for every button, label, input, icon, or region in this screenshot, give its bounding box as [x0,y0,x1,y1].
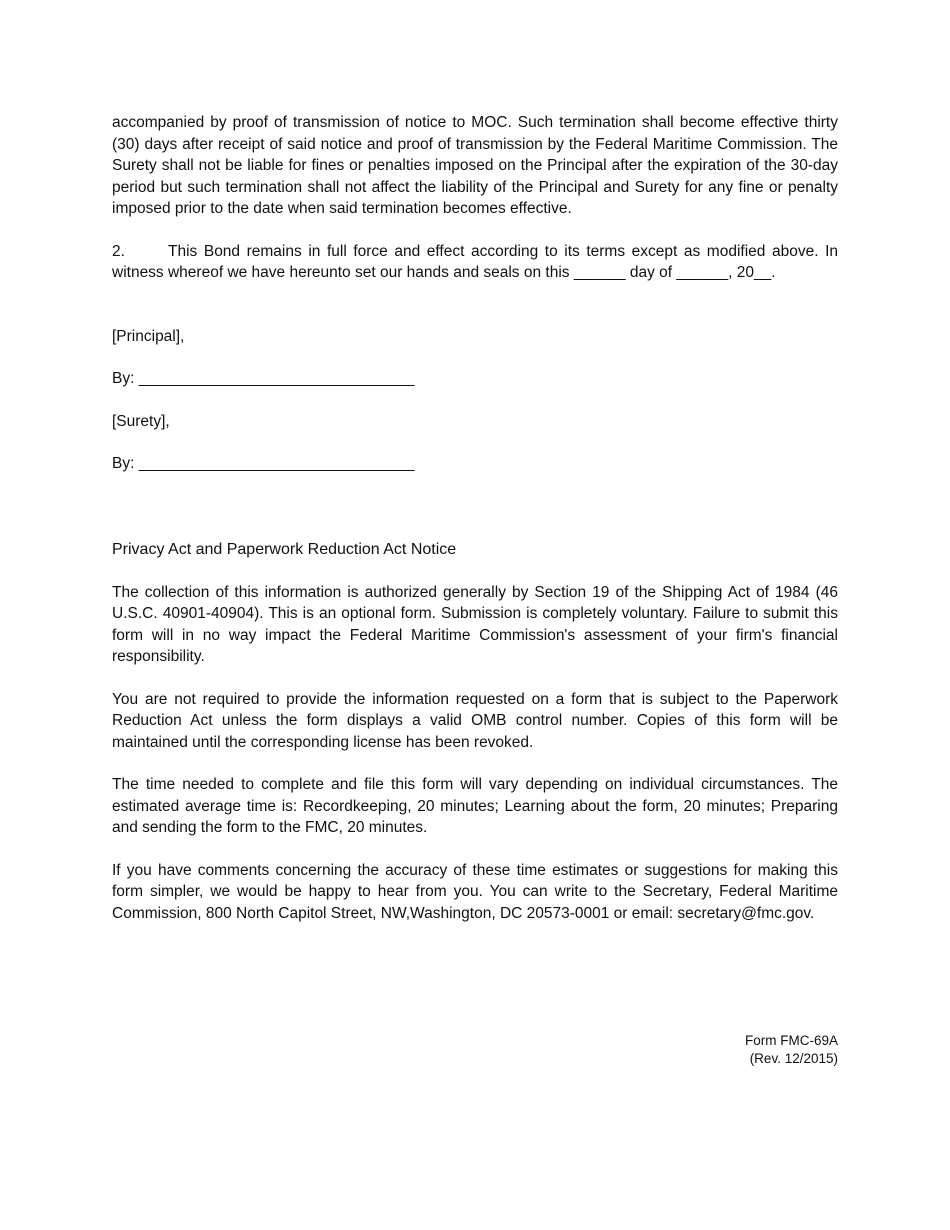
notice-paragraph: If you have comments concerning the accuracy of these time estimates or suggestions for making this form simpler, we would be happy to hear from you. You can write to the Secretary, Federal Maritime Commission, 800 North Capitol Street, NW,Washington, DC 20573-0001 or email: secretary@fmc.gov. [112,861,838,922]
surety-label: [Surety], [112,412,170,430]
principal-label: [Principal], [112,327,185,345]
form-revision: (Rev. 12/2015) [749,1051,838,1066]
termination-paragraph: accompanied by proof of transmission of notice to MOC. Such termination shall become effective thirty (30) days after receipt of said notice and proof of transmission by the Federal Maritime Commission. The Surety shall not be liable for fines or penalties imposed on the Principal after the expiration of the 30-day period but such termination shall not affect the liability of the Principal and Surety for any fine or penalty imposed prior to the date when said termination becomes effective. [112,114,838,217]
document-page [112,112,838,924]
privacy-notice-heading: Privacy Act and Paperwork Reduction Act Notice [112,540,457,558]
notice-paragraph: The time needed to complete and file this form will vary depending on individual circumstances. The estimated average time is: Recordkeeping, 20 minutes; Learning about the form, 20 minutes; Preparing and sending the form to the FMC, 20 minutes. [112,776,838,836]
form-id: Form FMC-69A [744,1033,838,1048]
notice-paragraph: You are not required to provide the information requested on a form that is subject to the Paperwork Reduction Act unless the form displays a valid OMB control number. Copies of this form will be maintained until the corresponding license has been revoked. [112,690,838,751]
clause-2-paragraph [112,241,838,284]
clause-number: 2. [112,242,125,260]
surety-signature-line: By: ________________________________ [112,455,415,472]
clause-2-text: This Bond remains in full force and effect according to its terms except as modified above. In witness whereof we have hereunto set our hands and seals on this ______ day of ______, 20__. [112,242,838,281]
form-footer [745,1032,838,1068]
notice-paragraph: The collection of this information is authorized generally by Section 19 of the Shipping Act of 1984 (46 U.S.C. 40901-40904). This is an optional form. Submission is completely voluntary. Failure to submit this form will in no way impact the Federal Maritime Commission's assessment of your firm's financial responsibility. [112,583,838,665]
principal-signature-line: By: ________________________________ [112,370,415,387]
